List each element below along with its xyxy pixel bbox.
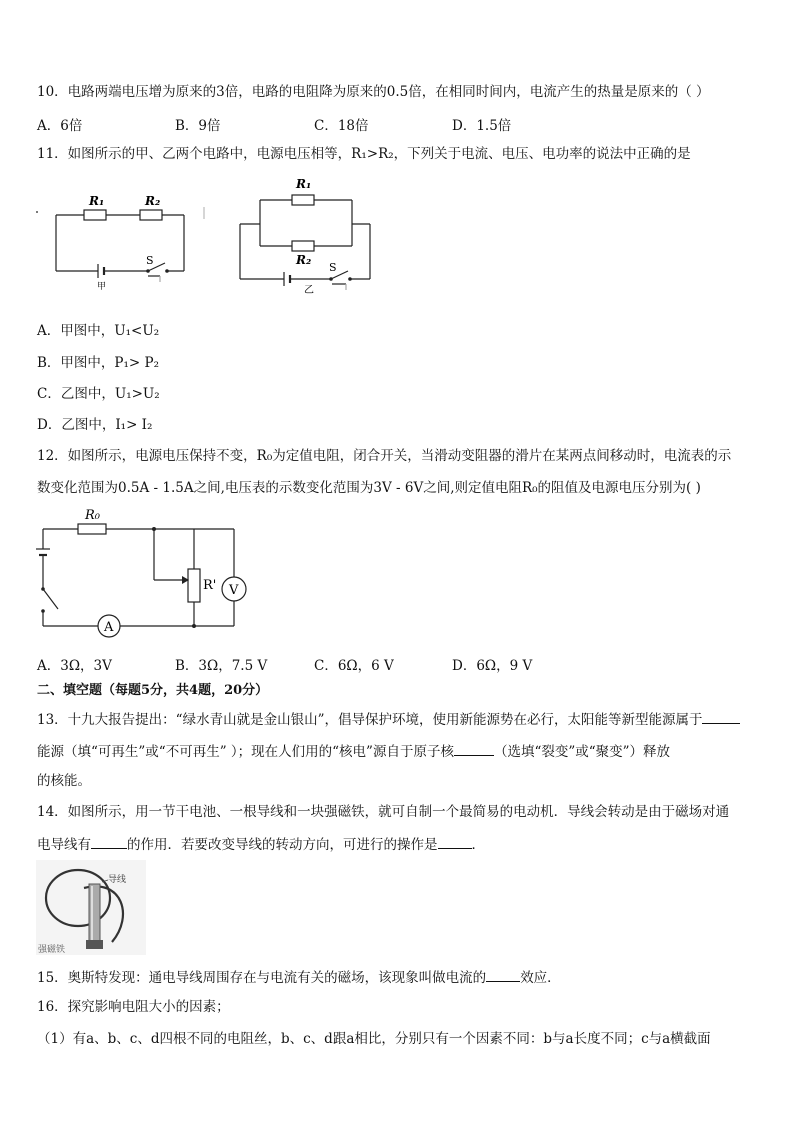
yi-switch-label: S xyxy=(329,261,337,274)
q12-options xyxy=(37,654,757,672)
magnet-label: 强磁铁 xyxy=(38,945,66,955)
ammeter-label: A xyxy=(104,620,114,635)
q12-rprime-label: R' xyxy=(203,578,217,593)
yi-r1-label: R₁ xyxy=(296,177,312,191)
q11-stem: 11．如图所示的甲、乙两个电路中，电源电压相等，R₁>R₂，下列关于电流、电压、电功率的说法中正确的是 xyxy=(37,146,691,162)
q14-text-2c: ． xyxy=(471,837,485,853)
q12-stem-line2: 数变化范围为0.5A - 1.5A之间,电压表的示数变化范围为3V - 6V之间,则定值电阻R₀的阻值及电源电压分别为( ) xyxy=(37,480,701,496)
jia-caption: 甲 xyxy=(97,282,107,292)
circuit-yi-diagram xyxy=(236,172,381,297)
q14-text-2a: 电导线有 xyxy=(37,837,91,853)
q15-text-a: 15．奥斯特发现：通电导线周围存在与电流有关的磁场，该现象叫做电流的 xyxy=(37,970,487,986)
q10-option-c[interactable]: C．18倍 xyxy=(314,118,369,134)
q10-options xyxy=(37,114,757,132)
q12-option-a[interactable]: A．3Ω，3V xyxy=(37,658,112,674)
q16-stem: 16．探究影响电阻大小的因素； xyxy=(37,999,230,1015)
q14-blank-1[interactable] xyxy=(91,834,127,849)
q13-text-2b: （选填“裂变”或“聚变”）释放 xyxy=(493,744,671,760)
q13-blank-2[interactable] xyxy=(454,741,494,756)
q13-text-2a: 能源（填“可再生”或“不可再生” ）；现在人们用的“核电”源自于原子核 xyxy=(37,744,454,760)
q13-blank-1[interactable] xyxy=(702,709,740,724)
q12-circuit-diagram xyxy=(36,505,261,645)
q11-option-a[interactable]: A．甲图中，U₁<U₂ xyxy=(37,323,160,339)
q13-line1 xyxy=(37,709,740,729)
voltmeter-label: V xyxy=(229,583,239,598)
q14-blank-2[interactable] xyxy=(438,834,472,849)
q10-option-d[interactable]: D．1.5倍 xyxy=(452,118,512,134)
wire-label: 导线 xyxy=(108,875,127,885)
yi-caption: 乙 xyxy=(304,285,314,296)
jia-switch-label: S xyxy=(146,254,154,267)
q14-line2 xyxy=(37,834,485,854)
q12-option-c[interactable]: C．6Ω，6 V xyxy=(314,658,394,674)
q14-line1: 14．如图所示，用一节干电池、一根导线和一块强磁铁，就可自制一个最简易的电动机．导线会转动是由于磁场对通 xyxy=(37,804,730,820)
q10-option-a[interactable]: A．6倍 xyxy=(37,118,83,134)
jia-r2-label: R₂ xyxy=(145,194,161,208)
q14-motor-photo xyxy=(36,860,146,955)
q14-text-2b: 的作用．若要改变导线的转动方向，可进行的操作是 xyxy=(127,837,438,853)
q10-stem: 10．电路两端电压增为原来的3倍，电路的电阻降为原来的0.5倍，在相同时间内，电流产生的热量是原来的（ ） xyxy=(37,84,710,100)
q12-option-d[interactable]: D．6Ω，9 V xyxy=(452,658,533,674)
q11-option-c[interactable]: C．乙图中，U₁>U₂ xyxy=(37,386,160,402)
q15-line xyxy=(37,967,561,987)
q11-option-b[interactable]: B．甲图中，P₁> P₂ xyxy=(37,355,160,371)
q15-text-b: 效应． xyxy=(520,970,561,986)
q16-sub1: （1）有a、b、c、d四根不同的电阻丝，b、c、d跟a相比，分别只有一个因素不同：b与a长度不同；c与a横截面 xyxy=(37,1031,711,1047)
q10-option-b[interactable]: B．9倍 xyxy=(175,118,221,134)
q12-option-b[interactable]: B．3Ω，7.5 V xyxy=(175,658,268,674)
circuit-jia-diagram xyxy=(30,185,215,295)
jia-r1-label: R₁ xyxy=(89,194,105,208)
q13-line3: 的核能。 xyxy=(37,773,91,789)
q12-stem-line1: 12．如图所示，电源电压保持不变，R₀为定值电阻，闭合开关，当滑动变阻器的滑片在某两点间移动时，电流表的示 xyxy=(37,448,732,464)
section2-heading: 二、填空题（每题5分，共4题，20分） xyxy=(37,683,269,698)
q12-r0-label: R₀ xyxy=(85,508,100,523)
q15-blank[interactable] xyxy=(486,967,520,982)
q13-text-1: 13．十九大报告提出：“绿水青山就是金山银山”，倡导保护环境，使用新能源势在必行，太阳能等新型能源属于 xyxy=(37,712,703,728)
q11-option-d[interactable]: D．乙图中，I₁> I₂ xyxy=(37,417,153,433)
q13-line2 xyxy=(37,741,670,761)
yi-r2-label: R₂ xyxy=(296,253,312,267)
